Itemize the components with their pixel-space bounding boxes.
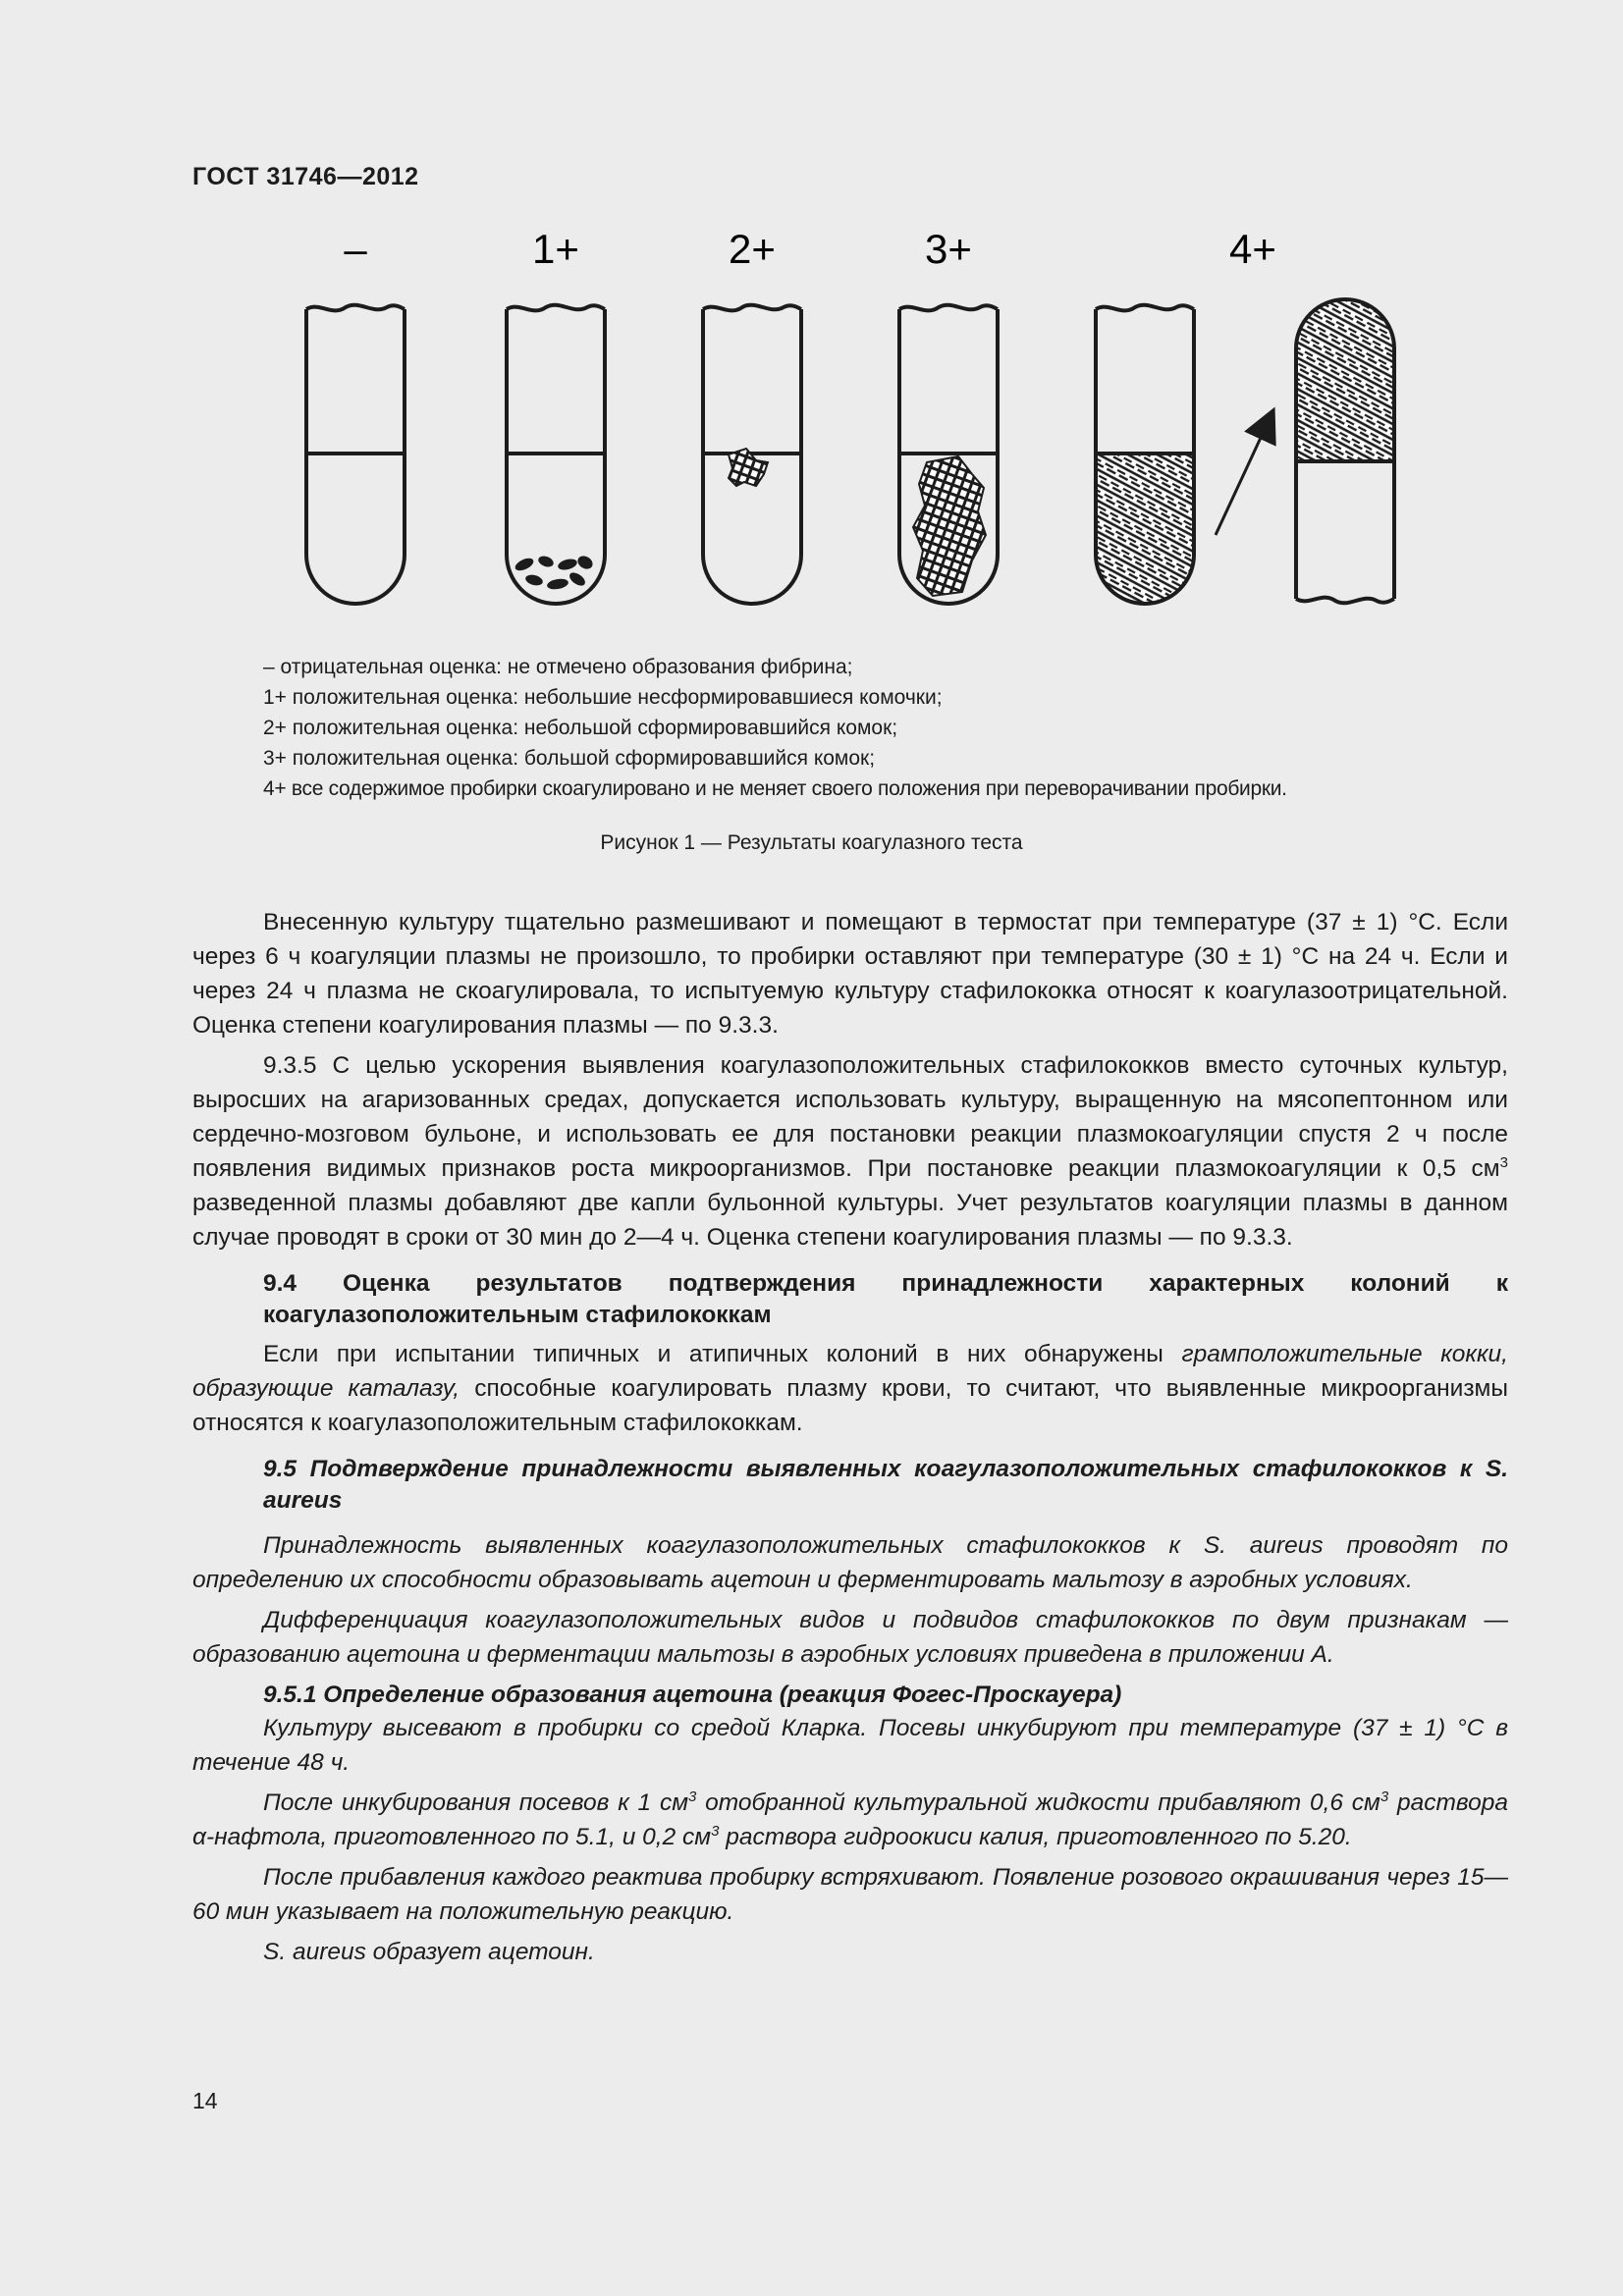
test-tube-negative xyxy=(306,305,405,604)
legend-item: 3+ положительная оценка: большой сформировавшийся комок; xyxy=(263,747,876,770)
legend-item: 2+ положительная оценка: небольшой сформировавшийся комок; xyxy=(263,717,898,739)
superscript: 3 xyxy=(688,1789,697,1805)
paragraph: Дифференциация коагулазоположительных видов и подвидов стафилококков по двум признакам — образованию ацетоина и ферментации мальтозы в аэробных условиях приведена в приложении А. xyxy=(192,1607,1508,1668)
text-span: 9.3.5 С целью ускорения выявления коагулазоположительных стафилококков вместо суточных культур, выросших на агаризованных средах, допускается использовать культуру, выращенную на мясопептонном или сердечно-мозговом бульоне, и использовать ее для постановки реакции плазмокоагуляции спустя 2 ч после появления видимых признаков роста микроорганизмов. При постановке реакции плазмокоагуляции к 0,5 см xyxy=(192,1052,1508,1182)
test-tube-4plus-inverted xyxy=(1296,299,1394,603)
formed-clump-large xyxy=(913,456,986,596)
paragraph: Культуру высевают в пробирки со средой Кларка. Посевы инкубируют при температуре (37 ± 1) °С в течение 48 ч. xyxy=(192,1715,1508,1776)
label-negative: – xyxy=(344,226,367,272)
coagulase-test-figure xyxy=(285,221,1404,614)
document-body xyxy=(192,905,1508,1969)
text-span: Если при испытании типичных и атипичных колоний в них обнаружены xyxy=(263,1341,1182,1367)
test-tube-3plus xyxy=(899,305,998,604)
label-4plus: 4+ xyxy=(1229,226,1276,272)
paragraph: S. aureus образует ацетоин. xyxy=(263,1939,595,1965)
label-2plus: 2+ xyxy=(729,226,776,272)
text-span: отобранной культуральной жидкости прибавляют 0,6 см xyxy=(696,1789,1380,1816)
superscript: 3 xyxy=(1380,1789,1389,1805)
document-header: ГОСТ 31746—2012 xyxy=(192,163,419,190)
paragraph: Принадлежность выявленных коагулазоположительных стафилококков к S. aureus проводят по определению их способности образовывать ацетоин и ферментировать мальтозу в аэробных условиях. xyxy=(192,1532,1508,1593)
test-tube-4plus xyxy=(1096,305,1194,604)
figure-legend xyxy=(263,652,1540,804)
figure-caption: Рисунок 1 — Результаты коагулазного теста xyxy=(600,831,1023,854)
paragraph: Внесенную культуру тщательно размешивают и помещают в термостат при температуре (37 ± 1) °С. Если через 6 ч коагуляции плазмы не произошло, то пробирки оставляют при температуре (30 ± 1) °С на 24 ч. Если и через 24 ч плазма не скоагулировала, то испытуемую культуру стафилококка относят к коагулазоотрицательной. Оценка степени коагулирования плазмы — по 9.3.3. xyxy=(192,909,1508,1039)
small-clumps xyxy=(514,554,595,591)
text-span: раствора гидроокиси калия, приготовленного по 5.20. xyxy=(719,1824,1352,1850)
legend-item: 1+ положительная оценка: небольшие несформировавшиеся комочки; xyxy=(263,686,943,709)
superscript: 3 xyxy=(711,1823,720,1840)
legend-item: – отрицательная оценка: не отмечено образования фибрина; xyxy=(263,656,853,678)
paragraph: После прибавления каждого реактива пробирку встряхивают. Появление розового окрашивания через 15—60 мин указывает на положительную реакцию. xyxy=(192,1864,1508,1925)
paragraph xyxy=(192,1786,1508,1854)
section-heading-9-5: 9.5 Подтверждение принадлежности выявленных коагулазоположительных стафилококков к S. aureus xyxy=(263,1456,1508,1514)
section-heading-9-5-1: 9.5.1 Определение образования ацетоина (реакция Фогес-Проскауера) xyxy=(263,1682,1122,1708)
text-span: разведенной плазмы добавляют две капли бульонной культуры. Учет результатов коагуляции плазмы в данном случае проводят в сроки от 30 мин до 2—4 ч. Оценка степени коагулирования плазмы — по 9.3.3. xyxy=(192,1190,1508,1251)
text-span: После инкубирования посевов к 1 см xyxy=(263,1789,688,1816)
text-span: раствора α-нафтола, приготовленного по 5.1, и 0,2 см xyxy=(192,1789,1508,1850)
paragraph xyxy=(192,1048,1508,1255)
section-heading-9-4: 9.4 Оценка результатов подтверждения принадлежности характерных колоний к коагулазоположительным стафилококкам xyxy=(263,1270,1508,1328)
legend-item: 4+ все содержимое пробирки скоагулировано и не меняет своего положения при переворачивании пробирки. xyxy=(263,777,1287,800)
page-number: 14 xyxy=(192,2088,218,2113)
label-3plus: 3+ xyxy=(925,226,972,272)
label-1plus: 1+ xyxy=(532,226,579,272)
text-span: способные коагулировать плазму крови, то считают, что выявленные микроорганизмы относятся к коагулазоположительным стафилококкам. xyxy=(192,1375,1509,1436)
superscript: 3 xyxy=(1499,1154,1508,1171)
italic-span: грамположительные кокки, образующие каталазу, xyxy=(192,1341,1508,1402)
paragraph xyxy=(192,1337,1508,1440)
test-tube-2plus xyxy=(703,305,801,604)
inversion-arrow xyxy=(1216,412,1272,535)
test-tube-1plus xyxy=(507,305,605,604)
